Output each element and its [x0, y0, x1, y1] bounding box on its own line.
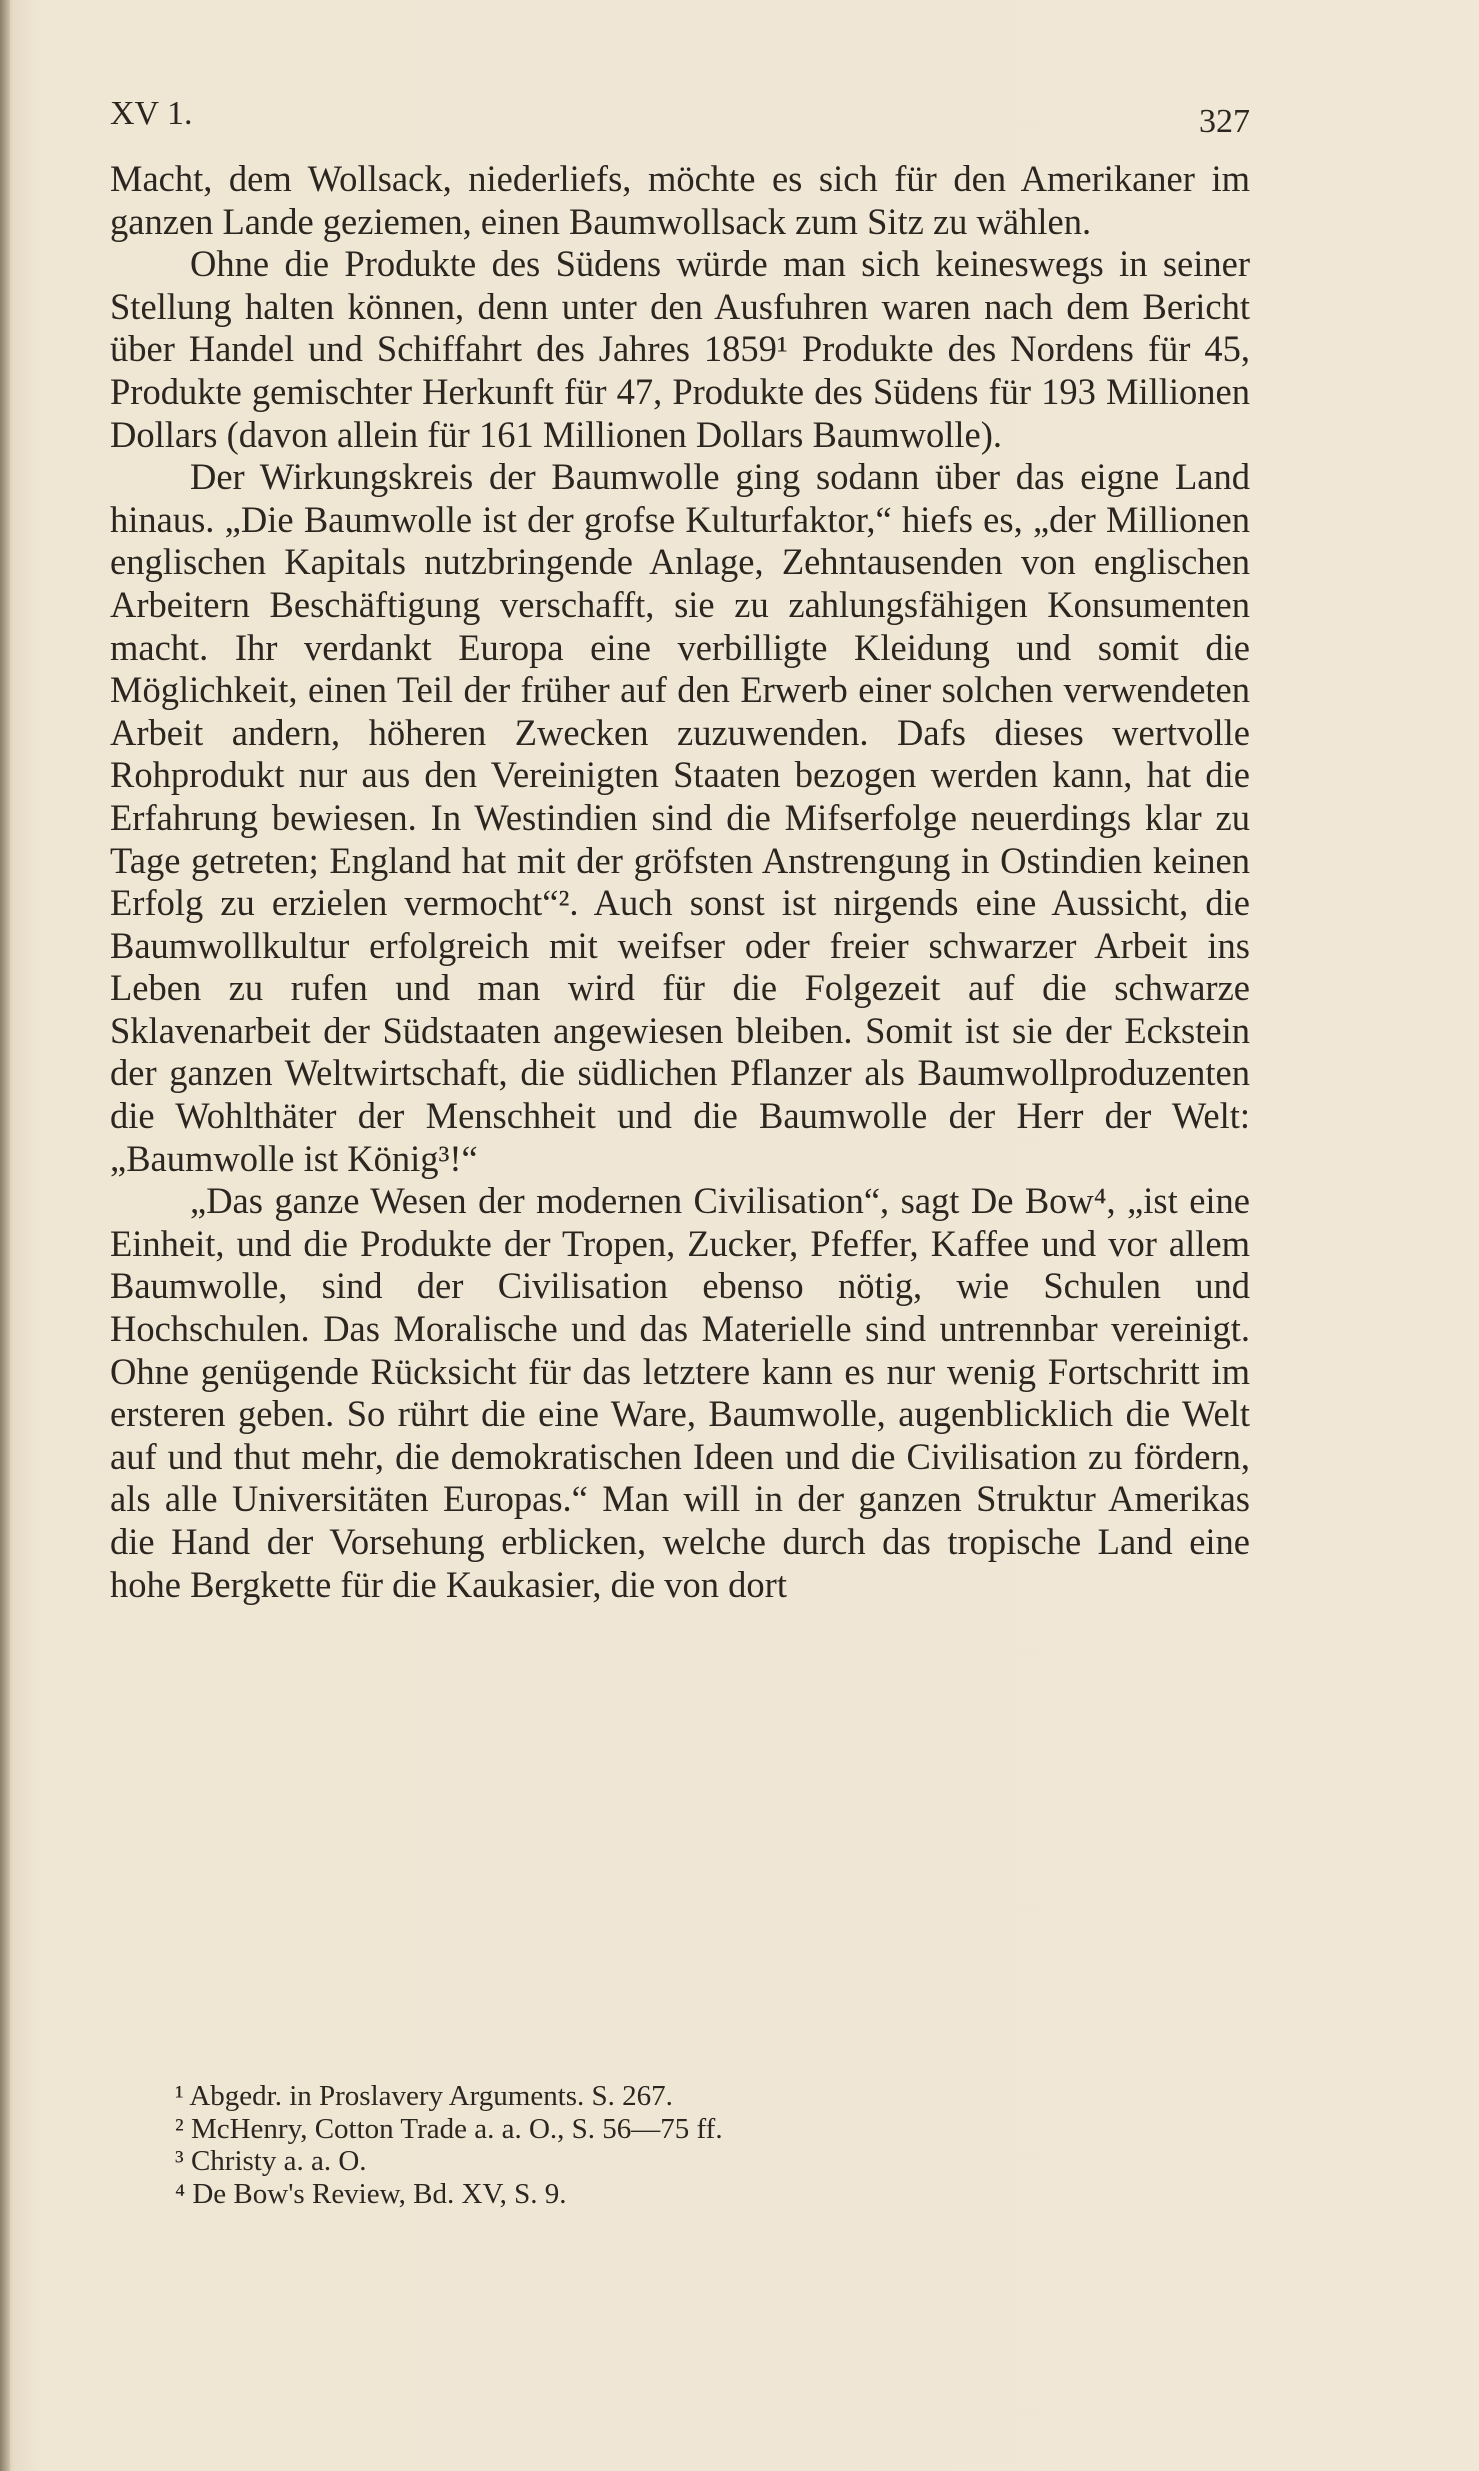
signature-mark: XV 1. — [110, 95, 193, 132]
page-header — [110, 95, 1250, 145]
footnotes — [175, 2080, 1175, 2210]
paragraph: Macht, dem Wollsack, niederliefs, möchte es sich für den Amerikaner im ganzen Lande geziemen, einen Baumwollsack zum Sitz zu wählen. — [110, 158, 1250, 242]
footnote: ³ Christy a. a. O. — [175, 2145, 367, 2177]
paragraph: „Das ganze Wesen der modernen Civilisation“, sagt De Bow⁴, „ist eine Einheit, und die Produkte der Tropen, Zucker, Pfeffer, Kaffee und vor allem Baumwolle, sind der Civilisation ebenso nötig, wie Schulen und Hochschulen. Das Moralische und das Materielle sind untrennbar vereinigt. Ohne genügende Rücksicht für das letztere kann es nur wenig Fortschritt im ersteren geben. So rührt die eine Ware, Baumwolle, augenblicklich die Welt auf und thut mehr, die demokratischen Ideen und die Civilisation zu fördern, als alle Universitäten Europas.“ Man will in der ganzen Struktur Amerikas die Hand der Vorsehung erblicken, welche durch das tropische Land eine hohe Bergkette für die Kaukasier, die von dort — [110, 1180, 1250, 1605]
footnote: ¹ Abgedr. in Proslavery Arguments. S. 267. — [175, 2080, 673, 2112]
page-binding-edge — [0, 0, 10, 2471]
paragraph: Ohne die Produkte des Südens würde man sich keineswegs in seiner Stellung halten können, denn unter den Ausfuhren waren nach dem Bericht über Handel und Schiffahrt des Jahres 1859¹ Produkte des Nordens für 45, Produkte gemischter Herkunft für 47, Produkte des Südens für 193 Millionen Dollars (davon allein für 161 Millionen Dollars Baumwolle). — [110, 243, 1250, 455]
footnote: ² McHenry, Cotton Trade a. a. O., S. 56—75 ff. — [175, 2112, 723, 2145]
page-number: 327 — [1199, 103, 1250, 140]
footnote: ⁴ De Bow's Review, Bd. XV, S. 9. — [175, 2177, 567, 2210]
paragraph: Der Wirkungskreis der Baumwolle ging sodann über das eigne Land hinaus. „Die Baumwolle ist der grofse Kulturfaktor,“ hiefs es, „der Millionen englischen Kapitals nutzbringende Anlage, Zehntausenden von englischen Arbeitern Beschäftigung verschafft, sie zu zahlungsfähigen Konsumenten macht. Ihr verdankt Europa eine verbilligte Kleidung und somit die Möglichkeit, einen Teil der früher auf den Erwerb einer solchen verwendeten Arbeit andern, höheren Zwecken zuzuwenden. Dafs dieses wertvolle Rohprodukt nur aus den Vereinigten Staaten bezogen werden kann, hat die Erfahrung bewiesen. In Westindien sind die Mifserfolge neuerdings klar zu Tage getreten; England hat mit der gröfsten Anstrengung in Ostindien keinen Erfolg zu erzielen vermocht“². Auch sonst ist nirgends eine Aussicht, die Baumwollkultur erfolgreich mit weifser oder freier schwarzer Arbeit ins Leben zu rufen und man wird für die Folgezeit auf die schwarze Sklavenarbeit der Südstaaten angewiesen bleiben. Somit ist sie der Eckstein der ganzen Weltwirtschaft, die südlichen Pflanzer als Baumwollproduzenten die Wohlthäter der Menschheit und die Baumwolle der Herr der Welt: „Baumwolle ist König³!“ — [110, 456, 1250, 1179]
body-text — [110, 158, 1250, 1606]
